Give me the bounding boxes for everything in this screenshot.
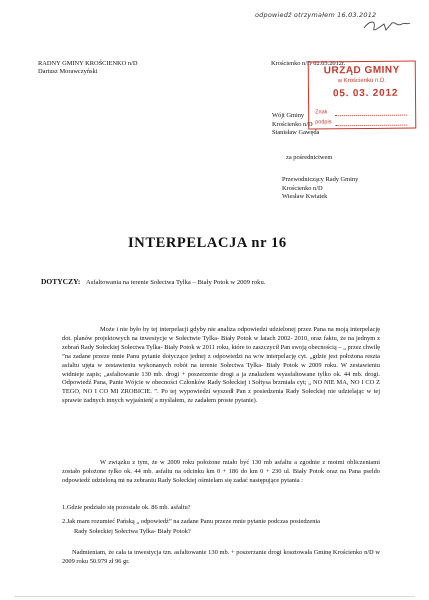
handwritten-signature	[362, 18, 412, 34]
stamp-field-podpis: podpis	[315, 119, 332, 126]
body-paragraph-2: W związku z tym, że w 2009 roku położone miało być 130 mb asfaltu a zgodnie z moimi obliczeniami zostało położone tylko ok. 44 mb. asfaltu na odcinku km 0 + 186 do km 0 + 230 ul. Biały Potok oraz na Pana pseldo odpowiedź udzieloną mi na zebraniu Rady Sołeckiej ośmielam się zadać następujące pytania :	[62, 459, 380, 484]
stamp-subtitle: w Krościenku n.D.	[337, 77, 387, 85]
addressee-chairman-title: Przewodniczący Rady Gminy	[282, 176, 359, 183]
addressee-chairman-place: Krościenko n/D	[282, 184, 323, 192]
addressee-wojt-title: Wójt Gminy	[272, 112, 305, 119]
page-bottom-edge	[14, 596, 415, 597]
sender-name: Dariusz Morawczyński	[38, 68, 98, 75]
place-date: Krościenko n/D 02.03.2012r.	[271, 60, 346, 67]
body-paragraph-1: Może i nie było by tej interpelacji gdyby nie analiza odpowiedzi udzielonej przez Pana na moją interpelację dot. planów projektowych na inwestycje w Sołectwie Tylka- Biały Potok w latach 2002- 2010, oraz faktu, że na jednym z zebrań Rady Sołeckiej Sołectwa Tylka- Biały Potok w 2011 roku, które to zaszczycił Pan swoją obecnością – „ przez chwilę ”na zadane przeze mnie Panu pytanie dotyczące jednej z odpowiedzi na w/w interpelację cyt. „gdzie jest położona reszta asfaltu ujęta w zestawieniu wykonanych robót na terenie Sołectwa Tylka- Biały Potok w 2009 roku. W zestawieniu widnieje zapis; „asfaltowanie 130 mb. drogi + poszerzenie drogi a ja znalazłem wyasfaltowane tylko ok. 44 mb. drogi. Odpowiedź Pana, Panie Wójcie w obecności Członków Rady Sołeckiej i Sołtysa brzmiała cyt; „ NO NIE MA, NO I CO Z TEGO, NO I CO MI ZROBICIE. ”. Po tej wypowiedzi wyszedł Pan z posiedzenia Rady Sołeckiej nie udzielając w tej sprawie żadnych innych wyjaśnień( a myślałem, że zadałem proste pytanie).	[62, 326, 380, 405]
handwritten-note: odpowiedź otrzymałem 16.03.2012	[255, 11, 377, 19]
question-2: 2.Jak mam rozumieć Pańską „ odpowiedź” na zadane Panu przeze mnie pytanie podczas posiedzenia	[62, 518, 321, 525]
body-paragraph-3: Nadmieniam, że cała ta inwestycja tzn. asfaltowanie 130 mb. + poszerzanie drogi kosztowała Gminę Krościenko n/D w 2009 roku 50.979 zł 96 gr.	[62, 549, 380, 565]
addressee-wojt-name: Stanisław Gawęda	[272, 129, 320, 137]
subject-line	[41, 277, 265, 286]
sender-title: RADNY GMINY KROŚCIENKO n/D	[38, 60, 138, 67]
subject-text: Asfaltowania na terenie Sołectwa Tylka – Biały Potok w 2009 roku.	[85, 279, 266, 286]
addressee-wojt-place: Krościenko n/D	[272, 120, 313, 128]
question-1: 1.Gdzie podziało się pozostałe ok. 86 mb. asfaltu?	[62, 504, 191, 511]
question-2-continued: Rady Sołeckiej Sołectwa Tylka- Biały Potok?	[74, 528, 191, 535]
addressee-chairman-name: Wiesław Kwiatek	[282, 193, 328, 201]
stamp-title: URZĄD GMINY	[323, 64, 400, 77]
addressee-wojt	[272, 112, 319, 138]
addressee-chairman	[282, 176, 358, 202]
via-text: za pośrednictwem	[286, 154, 333, 161]
registry-stamp	[308, 61, 417, 130]
subject-label: DOTYCZY:	[41, 277, 81, 286]
sender-block	[38, 60, 137, 76]
stamp-date: 05. 03. 2012	[332, 87, 399, 100]
stamp-field-znak: Znak	[315, 109, 328, 116]
document-title: INTERPELACJA nr 16	[128, 235, 287, 251]
